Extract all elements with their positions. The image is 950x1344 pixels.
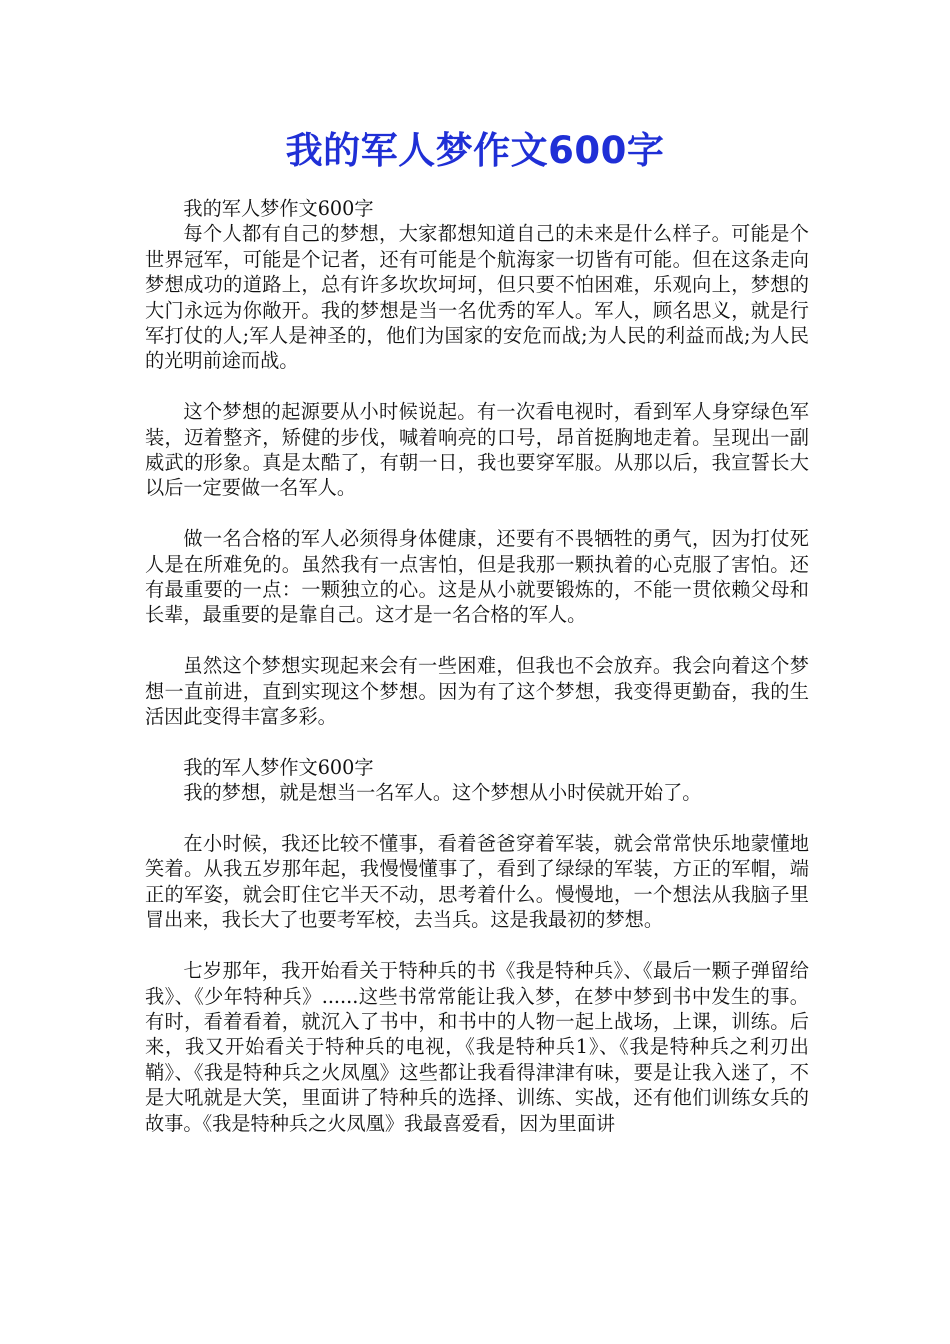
paragraph: 做一名合格的军人必须得身体健康，还要有不畏牺牲的勇气，因为打仗死人是在所难免的。虽然我有一点害怕，但是我那一颗执着的心克服了害怕。还有最重要的一点：一颗独立的心。这是从小就要锻炼的，不能一贯依赖父母和长辈，最重要的是靠自己。这才是一名合格的军人。: [145, 527, 809, 627]
document-body: [145, 196, 809, 1136]
paragraph: 在小时候，我还比较不懂事，看着爸爸穿着军装，就会常常快乐地蒙懂地笑着。从我五岁那年起，我慢慢懂事了，看到了绿绿的军装，方正的军帽，端正的军姿，就会盯住它半天不动，思考着什么。慢慢地，一个想法从我脑子里冒出来，我长大了也要考军校，去当兵。这是我最初的梦想。: [145, 832, 809, 932]
paragraph-spacer: [145, 628, 809, 653]
paragraph: 每个人都有自己的梦想，大家都想知道自己的未来是什么样子。可能是个世界冠军，可能是个记者，还有可能是个航海家一切皆有可能。但在这条走向梦想成功的道路上，总有许多坎坎坷坷，但只要不怕困难，乐观向上，梦想的大门永远为你敞开。我的梦想是当一名优秀的军人。军人，顾名思义，就是行军打仗的人;军人是神圣的，他们为国家的安危而战;为人民的利益而战;为人民的光明前途而战。: [145, 222, 809, 373]
paragraph-spacer: [145, 374, 809, 399]
paragraph: 七岁那年，我开始看关于特种兵的书《我是特种兵》、《最后一颗子弹留给我》、《少年特种兵》......这些书常常能让我入梦，在梦中梦到书中发生的事。有时，看着看着，就沉入了书中，和书中的人物一起上战场，上课，训练。后来，我又开始看关于特种兵的电视，《我是特种兵1》、《我是特种兵之利刃出鞘》、《我是特种兵之火凤凰》这些都让我看得津津有味，要是让我入迷了，不是大吼就是大笑，里面讲了特种兵的选择、训练、实战，还有他们训练女兵的故事。《我是特种兵之火凤凰》我最喜爱看，因为里面讲: [145, 959, 809, 1135]
paragraph: 这个梦想的起源要从小时候说起。有一次看电视时，看到军人身穿绿色军装，迈着整齐，矫健的步伐，喊着响亮的口号，昂首挺胸地走着。呈现出一副威武的形象。真是太酷了，有朝一日，我也要穿军服。从那以后，我宣誓长大以后一定要做一名军人。: [145, 400, 809, 500]
paragraph: 我的梦想，就是想当一名军人。这个梦想从小时侯就开始了。: [183, 781, 702, 805]
document-title: 我的军人梦作文600字: [285, 129, 665, 172]
paragraph-spacer: [145, 933, 809, 958]
section-heading: 我的军人梦作文600字: [183, 755, 374, 779]
paragraph-spacer: [145, 729, 809, 754]
section-heading: 我的军人梦作文600字: [183, 197, 374, 220]
paragraph: 虽然这个梦想实现起来会有一些困难，但我也不会放弃。我会向着这个梦想一直前进，直到实现这个梦想。因为有了这个梦想，我变得更勤奋，我的生活因此变得丰富多彩。: [145, 654, 809, 729]
paragraph-spacer: [145, 806, 809, 831]
paragraph-spacer: [145, 501, 809, 526]
